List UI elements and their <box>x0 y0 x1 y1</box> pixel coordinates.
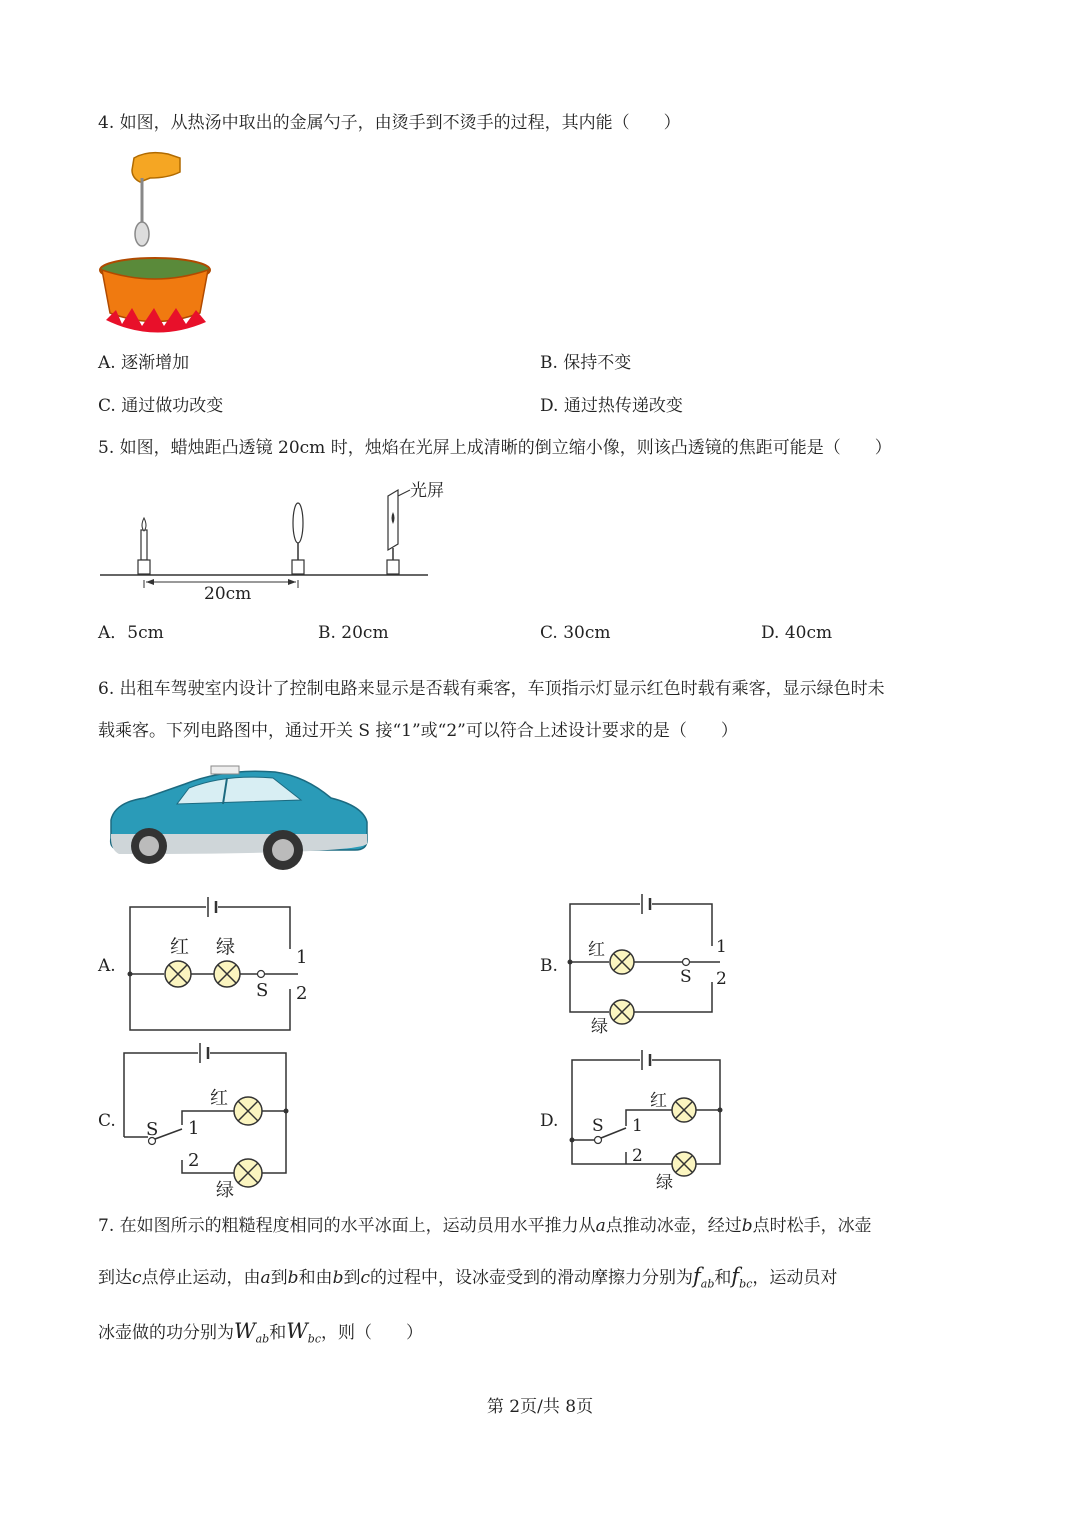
q5-option-c[interactable]: C. 30cm <box>540 623 611 643</box>
q7-line3: 冰壶做的功分别为$W_{ab}$和$W_{bc}$，则（ ） <box>98 1319 423 1346</box>
q7-line1: 7. 在如图所示的粗糙程度相同的水平冰面上，运动员用水平推力从a点推动冰壶，经过b点时松手，冰壶 <box>98 1216 872 1236</box>
label-green: 绿 <box>216 936 236 958</box>
soup-spoon-figure <box>98 148 218 343</box>
label-2: 2 <box>632 1146 643 1166</box>
label-switch: S <box>256 980 269 1001</box>
q4-option-b[interactable]: B. 保持不变 <box>540 353 632 373</box>
label-switch: S <box>680 967 692 987</box>
label-1: 1 <box>296 947 308 968</box>
label-red: 红 <box>170 936 190 958</box>
q7-line2: 到达c点停止运动，由a到b和由b到c的过程中，设冰壶受到的滑动摩擦力分别为$f_{ab}$和$f_{bc}$，运动员对 <box>98 1264 838 1291</box>
label-red: 红 <box>210 1088 228 1109</box>
q4-option-d[interactable]: D. 通过热传递改变 <box>540 396 683 416</box>
taxi-image <box>105 758 375 878</box>
label-2: 2 <box>716 969 727 989</box>
label-1: 1 <box>632 1116 643 1136</box>
label-1: 1 <box>188 1118 200 1139</box>
label-red: 红 <box>650 1091 667 1111</box>
lens-experiment-figure <box>98 478 444 608</box>
label-red: 红 <box>588 940 605 960</box>
q6-option-a[interactable]: A. <box>98 956 116 976</box>
q5-stem: 5. 如图，蜡烛距凸透镜 20cm 时，烛焰在光屏上成清晰的倒立缩小像，则该凸透镜的焦距可能是（ ） <box>98 438 892 458</box>
page-footer: 第 2页/共 8页 <box>486 1397 594 1417</box>
circuit-c[interactable] <box>120 1045 320 1201</box>
label-green: 绿 <box>216 1180 234 1201</box>
q5-option-b[interactable]: B. 20cm <box>318 623 389 643</box>
q6-stem-line2: 载乘客。下列电路图中，通过开关 S 接“1”或“2”可以符合上述设计要求的是（ ） <box>98 721 738 741</box>
q6-option-c[interactable]: C. <box>98 1111 116 1131</box>
q5-option-d[interactable]: D. 40cm <box>761 623 833 643</box>
q5-option-a[interactable]: A．5cm <box>98 623 164 643</box>
circuit-d[interactable] <box>566 1048 766 1198</box>
circuit-a[interactable] <box>120 895 320 1035</box>
q6-option-b[interactable]: B. <box>540 956 558 976</box>
distance-label: 20cm <box>204 584 252 604</box>
label-switch: S <box>146 1119 159 1140</box>
q4-option-a[interactable]: A. 逐渐增加 <box>98 353 190 373</box>
screen-label: 光屏 <box>410 481 444 501</box>
q4-stem: 4. 如图，从热汤中取出的金属勺子，由烫手到不烫手的过程，其内能（ ） <box>98 113 681 133</box>
circuit-b[interactable] <box>560 890 760 1037</box>
q6-stem-line1: 6. 出租车驾驶室内设计了控制电路来显示是否载有乘客，车顶指示灯显示红色时载有乘客，显示绿色时未 <box>98 679 885 699</box>
label-2: 2 <box>188 1150 200 1171</box>
q6-option-d[interactable]: D. <box>540 1111 559 1131</box>
label-1: 1 <box>716 937 727 957</box>
label-green: 绿 <box>591 1017 608 1037</box>
q4-option-c[interactable]: C. 通过做功改变 <box>98 396 224 416</box>
label-switch: S <box>592 1116 604 1136</box>
label-green: 绿 <box>656 1173 673 1193</box>
label-2: 2 <box>296 983 308 1004</box>
